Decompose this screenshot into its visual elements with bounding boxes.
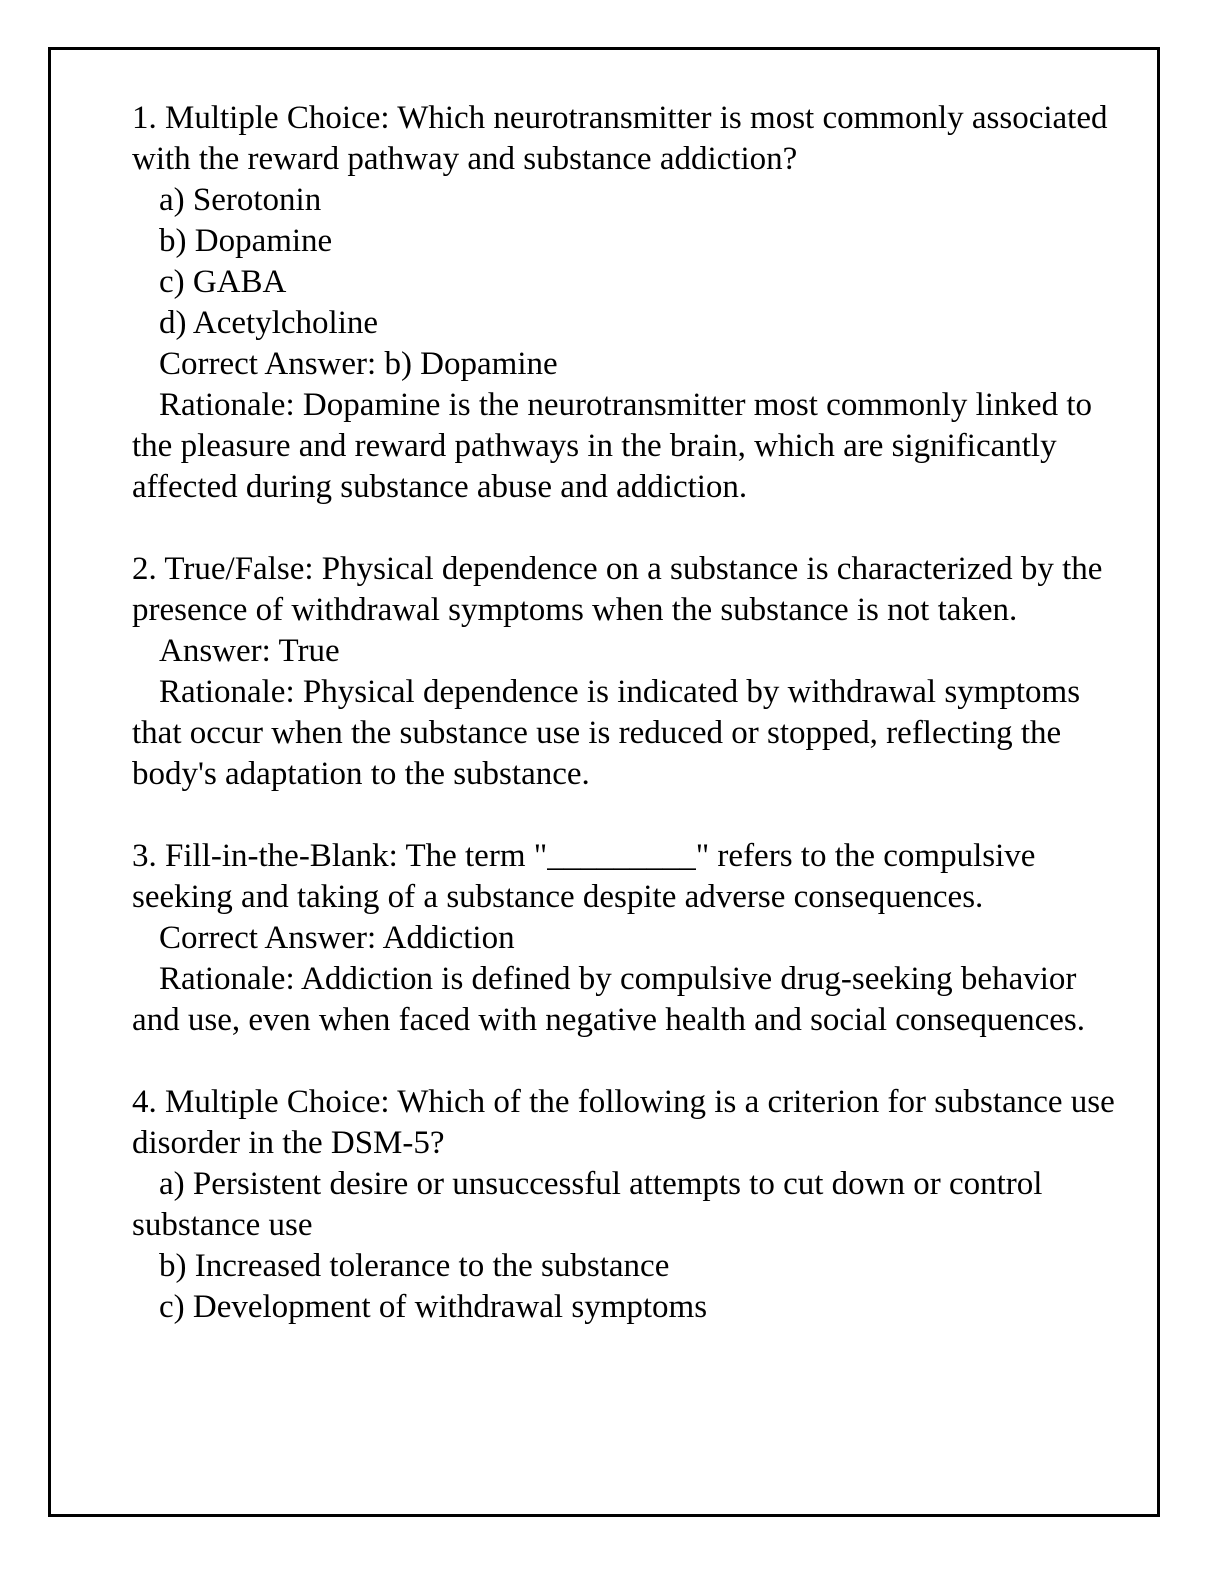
spacer — [132, 508, 1122, 549]
question-2-answer: Answer: True — [159, 633, 340, 669]
spacer — [132, 1041, 1122, 1082]
question-2-rationale: Rationale: Physical dependence is indicated by withdrawal symptoms that occur when the substance use is reduced or stopped, reflecting the body's adaptation to the substance. — [132, 674, 1089, 792]
question-4-option-b: b) Increased tolerance to the substance — [159, 1248, 670, 1284]
question-1-option-d: d) Acetylcholine — [159, 305, 379, 341]
question-3-rationale: Rationale: Addiction is defined by compulsive drug-seeking behavior and use, even when faced with negative health and social consequences. — [132, 961, 1085, 1038]
question-4-option-a: a) Persistent desire or unsuccessful attempts to cut down or control substance use — [132, 1166, 1051, 1243]
question-3-answer: Correct Answer: Addiction — [159, 920, 515, 956]
question-4-option-c: c) Development of withdrawal symptoms — [159, 1289, 708, 1325]
question-3-stem: 3. Fill-in-the-Blank: The term "_________" refers to the compulsive seeking and taking of a substance despite adverse consequences. — [132, 838, 1044, 915]
question-1-option-b: b) Dopamine — [159, 223, 333, 259]
question-2-stem: 2. True/False: Physical dependence on a substance is characterized by the presence of withdrawal symptoms when the substance is not taken. — [132, 551, 1111, 628]
question-1-option-c: c) GABA — [159, 264, 287, 300]
question-1-option-a: a) Serotonin — [159, 182, 322, 218]
question-1-rationale: Rationale: Dopamine is the neurotransmitter most commonly linked to the pleasure and reward pathways in the brain, which are significantly affected during substance abuse and addiction. — [132, 387, 1101, 505]
question-4-stem: 4. Multiple Choice: Which of the following is a criterion for substance use disorder in the DSM-5? — [132, 1084, 1123, 1161]
spacer — [132, 795, 1122, 836]
question-1-stem: 1. Multiple Choice: Which neurotransmitter is most commonly associated with the reward pathway and substance addiction? — [132, 100, 1116, 177]
document-body — [132, 98, 1122, 1328]
question-1-answer: Correct Answer: b) Dopamine — [159, 346, 558, 382]
